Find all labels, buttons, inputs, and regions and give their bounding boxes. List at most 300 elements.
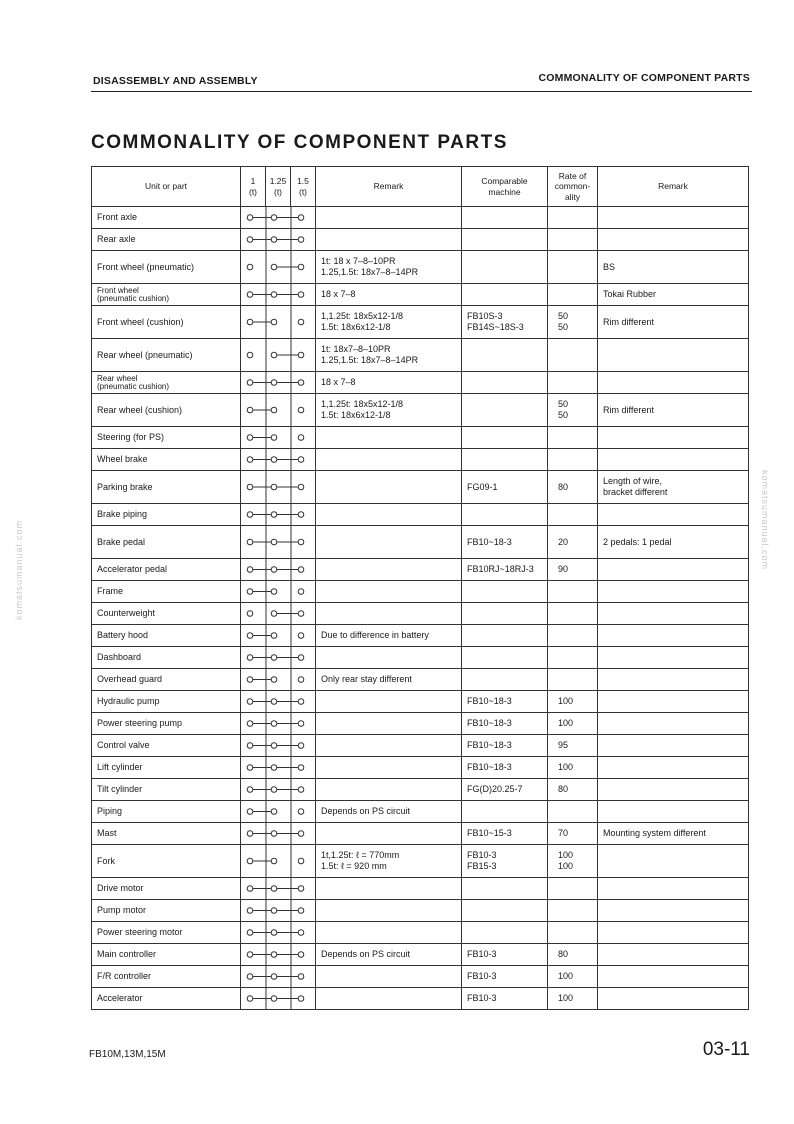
commonality-circle — [247, 611, 253, 617]
commonality-circle — [271, 435, 277, 441]
rate-cell: 20 — [548, 526, 598, 559]
commonality-mark — [241, 284, 316, 306]
commonality-circle — [298, 264, 304, 270]
commonality-mark — [241, 757, 316, 779]
commonality-mark — [241, 988, 316, 1010]
commonality-mark — [241, 922, 316, 944]
rate-cell — [548, 229, 598, 251]
unit-cell: Accelerator — [92, 988, 241, 1010]
remark2-cell — [598, 735, 749, 757]
rate-cell — [548, 625, 598, 647]
comparable-machine-cell: FB10-3 FB15-3 — [462, 845, 548, 878]
commonality-circle — [271, 237, 277, 243]
rate-cell — [548, 922, 598, 944]
remark-cell — [316, 581, 462, 603]
commonality-circle — [247, 858, 253, 864]
commonality-graphic — [241, 581, 316, 602]
remark-cell — [316, 449, 462, 471]
remark2-cell — [598, 713, 749, 735]
footer-page-number: 03-11 — [702, 1039, 750, 1060]
commonality-circle — [298, 539, 304, 545]
commonality-graphic — [241, 735, 316, 756]
remark-cell — [316, 526, 462, 559]
commonality-circle — [298, 930, 304, 936]
remark2-cell — [598, 966, 749, 988]
remark2-cell — [598, 757, 749, 779]
commonality-mark — [241, 251, 316, 284]
unit-cell: Hydraulic pump — [92, 691, 241, 713]
table-row — [92, 735, 749, 757]
commonality-circle — [298, 699, 304, 705]
rate-cell — [548, 251, 598, 284]
commonality-circle — [247, 215, 253, 221]
commonality-circle — [271, 484, 277, 490]
remark-cell — [316, 900, 462, 922]
unit-cell: Piping — [92, 801, 241, 823]
comparable-machine-cell: FB10~18-3 — [462, 735, 548, 757]
commonality-graphic — [241, 801, 316, 822]
footer-model: FB10M,13M,15M — [89, 1049, 166, 1060]
commonality-graphic — [241, 372, 316, 393]
comparable-machine-cell — [462, 625, 548, 647]
commonality-circle — [247, 407, 253, 413]
rate-cell — [548, 207, 598, 229]
remark2-cell — [598, 845, 749, 878]
commonality-graphic — [241, 339, 316, 371]
comparable-machine-cell: FB10RJ~18RJ-3 — [462, 559, 548, 581]
remark2-cell — [598, 647, 749, 669]
commonality-graphic — [241, 669, 316, 690]
commonality-circle — [247, 831, 253, 837]
remark2-cell — [598, 207, 749, 229]
table-row — [92, 944, 749, 966]
commonality-mark — [241, 603, 316, 625]
header-chapter: COMMONALITY OF COMPONENT PARTS — [538, 72, 750, 84]
commonality-circle — [271, 512, 277, 518]
commonality-circle — [298, 831, 304, 837]
comparable-machine-cell — [462, 284, 548, 306]
commonality-circle — [298, 567, 304, 573]
unit-cell: Frame — [92, 581, 241, 603]
unit-cell: Mast — [92, 823, 241, 845]
commonality-circle — [271, 611, 277, 617]
commonality-graphic — [241, 526, 316, 558]
remark-cell — [316, 713, 462, 735]
comparable-machine-cell — [462, 603, 548, 625]
rate-cell: 80 — [548, 471, 598, 504]
unit-cell: Brake piping — [92, 504, 241, 526]
unit-cell: Battery hood — [92, 625, 241, 647]
commonality-circle — [298, 512, 304, 518]
commonality-circle — [298, 457, 304, 463]
remark2-cell — [598, 988, 749, 1010]
remark2-cell — [598, 229, 749, 251]
remark2-cell: Length of wire, bracket different — [598, 471, 749, 504]
commonality-graphic — [241, 988, 316, 1009]
unit-cell: Pump motor — [92, 900, 241, 922]
remark-cell: 1,1.25t: 18x5x12-1/8 1.5t: 18x6x12-1/8 — [316, 394, 462, 427]
commonality-graphic — [241, 966, 316, 987]
remark2-cell — [598, 603, 749, 625]
commonality-circle — [298, 743, 304, 749]
header-rate-of-commonality: Rate of common- ality — [548, 167, 598, 207]
comparable-machine-cell: FB10~18-3 — [462, 713, 548, 735]
remark-cell — [316, 878, 462, 900]
comparable-machine-cell — [462, 922, 548, 944]
remark-cell — [316, 229, 462, 251]
remark-cell — [316, 757, 462, 779]
rate-cell — [548, 878, 598, 900]
table-row — [92, 284, 749, 306]
commonality-circle — [271, 886, 277, 892]
unit-cell: Front wheel (cushion) — [92, 306, 241, 339]
commonality-mark — [241, 306, 316, 339]
rate-cell: 100 100 — [548, 845, 598, 878]
commonality-circle — [298, 435, 304, 441]
comparable-machine-cell: FB10~18-3 — [462, 526, 548, 559]
table-row — [92, 922, 749, 944]
commonality-graphic — [241, 207, 316, 228]
rate-cell: 80 — [548, 944, 598, 966]
remark2-cell — [598, 691, 749, 713]
commonality-circle — [247, 264, 253, 270]
comparable-machine-cell — [462, 878, 548, 900]
header-cap-1: 1 (t) — [241, 167, 266, 207]
commonality-circle — [247, 809, 253, 815]
commonality-mark — [241, 735, 316, 757]
commonality-mark — [241, 372, 316, 394]
table-row — [92, 504, 749, 526]
commonality-circle — [247, 457, 253, 463]
commonality-circle — [271, 699, 277, 705]
table-row — [92, 757, 749, 779]
comparable-machine-cell: FB10-3 — [462, 966, 548, 988]
remark-cell — [316, 735, 462, 757]
remark2-cell — [598, 922, 749, 944]
comparable-machine-cell — [462, 801, 548, 823]
commonality-mark — [241, 427, 316, 449]
commonality-mark — [241, 669, 316, 691]
unit-cell: Fork — [92, 845, 241, 878]
rate-cell — [548, 581, 598, 603]
unit-cell: Steering (for PS) — [92, 427, 241, 449]
commonality-circle — [247, 292, 253, 298]
comparable-machine-cell: FB10~18-3 — [462, 757, 548, 779]
commonality-circle — [247, 633, 253, 639]
table-row — [92, 427, 749, 449]
remark-cell — [316, 504, 462, 526]
watermark-left: komatsumanual.com — [14, 520, 24, 621]
rate-cell: 50 50 — [548, 306, 598, 339]
commonality-circle — [271, 655, 277, 661]
commonality-circle — [298, 974, 304, 980]
rate-cell: 90 — [548, 559, 598, 581]
commonality-graphic — [241, 625, 316, 646]
commonality-circle — [271, 352, 277, 358]
commonality-graphic — [241, 449, 316, 470]
unit-cell: Front wheel (pneumatic cushion) — [92, 284, 241, 306]
commonality-circle — [247, 743, 253, 749]
remark2-cell — [598, 581, 749, 603]
table-row — [92, 988, 749, 1010]
table-row — [92, 526, 749, 559]
remark2-cell — [598, 372, 749, 394]
unit-cell: Main controller — [92, 944, 241, 966]
table-row — [92, 801, 749, 823]
table-row — [92, 823, 749, 845]
commonality-circle — [298, 858, 304, 864]
table-row — [92, 625, 749, 647]
remark2-cell — [598, 944, 749, 966]
header-section: DISASSEMBLY AND ASSEMBLY — [93, 75, 258, 87]
commonality-circle — [247, 589, 253, 595]
commonality-circle — [271, 633, 277, 639]
commonality-circle — [247, 237, 253, 243]
commonality-mark — [241, 449, 316, 471]
unit-cell: Parking brake — [92, 471, 241, 504]
commonality-circle — [271, 589, 277, 595]
table-row — [92, 647, 749, 669]
unit-cell: Brake pedal — [92, 526, 241, 559]
remark-cell — [316, 207, 462, 229]
commonality-graphic — [241, 757, 316, 778]
remark2-cell — [598, 801, 749, 823]
comparable-machine-cell — [462, 449, 548, 471]
commonality-graphic — [241, 944, 316, 965]
comparable-machine-cell — [462, 647, 548, 669]
commonality-circle — [271, 996, 277, 1002]
commonality-circle — [271, 743, 277, 749]
commonality-circle — [271, 952, 277, 958]
remark-cell: Due to difference in battery — [316, 625, 462, 647]
remark2-cell: Rim different — [598, 394, 749, 427]
commonality-circle — [247, 952, 253, 958]
commonality-circle — [298, 319, 304, 325]
commonality-mark — [241, 581, 316, 603]
remark-cell: 1t: 18x7–8–10PR 1.25,1.5t: 18x7–8–14PR — [316, 339, 462, 372]
remark-cell — [316, 922, 462, 944]
comparable-machine-cell — [462, 372, 548, 394]
table-row — [92, 339, 749, 372]
rate-cell: 100 — [548, 713, 598, 735]
commonality-circle — [298, 886, 304, 892]
rate-cell: 50 50 — [548, 394, 598, 427]
commonality-mark — [241, 526, 316, 559]
rate-cell — [548, 427, 598, 449]
commonality-graphic — [241, 922, 316, 943]
table-row — [92, 207, 749, 229]
commonality-circle — [271, 264, 277, 270]
remark2-cell — [598, 625, 749, 647]
unit-cell: Rear axle — [92, 229, 241, 251]
table-row — [92, 581, 749, 603]
commonality-graphic — [241, 559, 316, 580]
remark-cell: Only rear stay different — [316, 669, 462, 691]
commonality-circle — [298, 611, 304, 617]
remark2-cell — [598, 427, 749, 449]
commonality-graphic — [241, 603, 316, 624]
rate-cell — [548, 647, 598, 669]
header-remark-2: Remark — [598, 167, 749, 207]
commonality-mark — [241, 504, 316, 526]
rate-cell: 70 — [548, 823, 598, 845]
commonality-mark — [241, 779, 316, 801]
remark-cell: Depends on PS circuit — [316, 801, 462, 823]
commonality-circle — [298, 589, 304, 595]
commonality-circle — [247, 677, 253, 683]
commonality-mark — [241, 966, 316, 988]
commonality-circle — [298, 809, 304, 815]
remark-cell — [316, 603, 462, 625]
commonality-mark — [241, 801, 316, 823]
remark-cell — [316, 559, 462, 581]
remark-cell: 1t: 18 x 7–8–10PR 1.25,1.5t: 18x7–8–14PR — [316, 251, 462, 284]
unit-cell: Rear wheel (pneumatic cushion) — [92, 372, 241, 394]
commonality-circle — [247, 974, 253, 980]
unit-cell: Control valve — [92, 735, 241, 757]
commonality-mark — [241, 559, 316, 581]
remark-cell — [316, 427, 462, 449]
commonality-mark — [241, 900, 316, 922]
commonality-circle — [298, 765, 304, 771]
commonality-graphic — [241, 779, 316, 800]
comparable-machine-cell: FB10-3 — [462, 944, 548, 966]
commonality-circle — [271, 809, 277, 815]
commonality-graphic — [241, 504, 316, 525]
remark2-cell: Mounting system different — [598, 823, 749, 845]
header-comparable-machine: Comparable machine — [462, 167, 548, 207]
table-row — [92, 878, 749, 900]
commonality-circle — [247, 699, 253, 705]
commonality-circle — [247, 886, 253, 892]
commonality-graphic — [241, 229, 316, 250]
commonality-mark — [241, 339, 316, 372]
commonality-circle — [298, 407, 304, 413]
rate-cell — [548, 504, 598, 526]
remark2-cell: Tokai Rubber — [598, 284, 749, 306]
remark2-cell — [598, 559, 749, 581]
commonality-circle — [298, 484, 304, 490]
remark-cell: 1,1.25t: 18x5x12-1/8 1.5t: 18x6x12-1/8 — [316, 306, 462, 339]
commonality-circle — [247, 567, 253, 573]
remark2-cell — [598, 339, 749, 372]
table-row — [92, 306, 749, 339]
commonality-circle — [271, 539, 277, 545]
commonality-circle — [271, 319, 277, 325]
commonality-circle — [247, 721, 253, 727]
comparable-machine-cell — [462, 339, 548, 372]
commonality-circle — [247, 908, 253, 914]
commonality-circle — [271, 765, 277, 771]
commonality-circle — [298, 237, 304, 243]
commonality-mark — [241, 713, 316, 735]
rate-cell: 95 — [548, 735, 598, 757]
commonality-circle — [271, 677, 277, 683]
commonality-mark — [241, 471, 316, 504]
commonality-graphic — [241, 427, 316, 448]
comparable-machine-cell: FB10S-3 FB14S~18S-3 — [462, 306, 548, 339]
unit-cell: Overhead guard — [92, 669, 241, 691]
commonality-circle — [271, 787, 277, 793]
remark-cell — [316, 471, 462, 504]
commonality-graphic — [241, 900, 316, 921]
rate-cell — [548, 801, 598, 823]
commonality-graphic — [241, 284, 316, 305]
table-row — [92, 966, 749, 988]
remark-cell — [316, 988, 462, 1010]
remark-cell: 18 x 7–8 — [316, 372, 462, 394]
commonality-mark — [241, 878, 316, 900]
remark2-cell — [598, 878, 749, 900]
commonality-circle — [271, 567, 277, 573]
commonality-circle — [298, 292, 304, 298]
remark-cell — [316, 691, 462, 713]
commonality-circle — [247, 787, 253, 793]
rate-cell — [548, 603, 598, 625]
commonality-graphic — [241, 845, 316, 877]
table-row — [92, 603, 749, 625]
table-row — [92, 372, 749, 394]
table-row — [92, 251, 749, 284]
comparable-machine-cell: FB10~15-3 — [462, 823, 548, 845]
comparable-machine-cell — [462, 504, 548, 526]
commonality-circle — [298, 633, 304, 639]
header-cap-125: 1.25 (t) — [266, 167, 291, 207]
unit-cell: Lift cylinder — [92, 757, 241, 779]
commonality-circle — [247, 539, 253, 545]
commonality-graphic — [241, 471, 316, 503]
commonality-circle — [271, 908, 277, 914]
commonality-circle — [271, 292, 277, 298]
unit-cell: Drive motor — [92, 878, 241, 900]
commonality-circle — [247, 435, 253, 441]
unit-cell: Power steering pump — [92, 713, 241, 735]
rate-cell — [548, 449, 598, 471]
rate-cell — [548, 339, 598, 372]
commonality-mark — [241, 229, 316, 251]
rate-cell — [548, 900, 598, 922]
commonality-mark — [241, 625, 316, 647]
rate-cell: 100 — [548, 988, 598, 1010]
commonality-graphic — [241, 394, 316, 426]
remark-cell — [316, 823, 462, 845]
commonality-mark — [241, 944, 316, 966]
commonality-circle — [271, 457, 277, 463]
remark2-cell — [598, 449, 749, 471]
remark-cell — [316, 966, 462, 988]
comparable-machine-cell — [462, 900, 548, 922]
comparable-machine-cell — [462, 207, 548, 229]
commonality-graphic — [241, 713, 316, 734]
commonality-circle — [298, 996, 304, 1002]
commonality-mark — [241, 207, 316, 229]
table-row — [92, 845, 749, 878]
remark2-cell — [598, 504, 749, 526]
commonality-circle — [271, 930, 277, 936]
table-row — [92, 449, 749, 471]
remark2-cell — [598, 779, 749, 801]
comparable-machine-cell — [462, 669, 548, 691]
remark2-cell: BS — [598, 251, 749, 284]
table-row — [92, 900, 749, 922]
commonality-graphic — [241, 823, 316, 844]
unit-cell: Dashboard — [92, 647, 241, 669]
comparable-machine-cell: FG(D)20.25-7 — [462, 779, 548, 801]
table-row — [92, 559, 749, 581]
comparable-machine-cell: FB10-3 — [462, 988, 548, 1010]
remark-cell: 18 x 7–8 — [316, 284, 462, 306]
commonality-mark — [241, 691, 316, 713]
